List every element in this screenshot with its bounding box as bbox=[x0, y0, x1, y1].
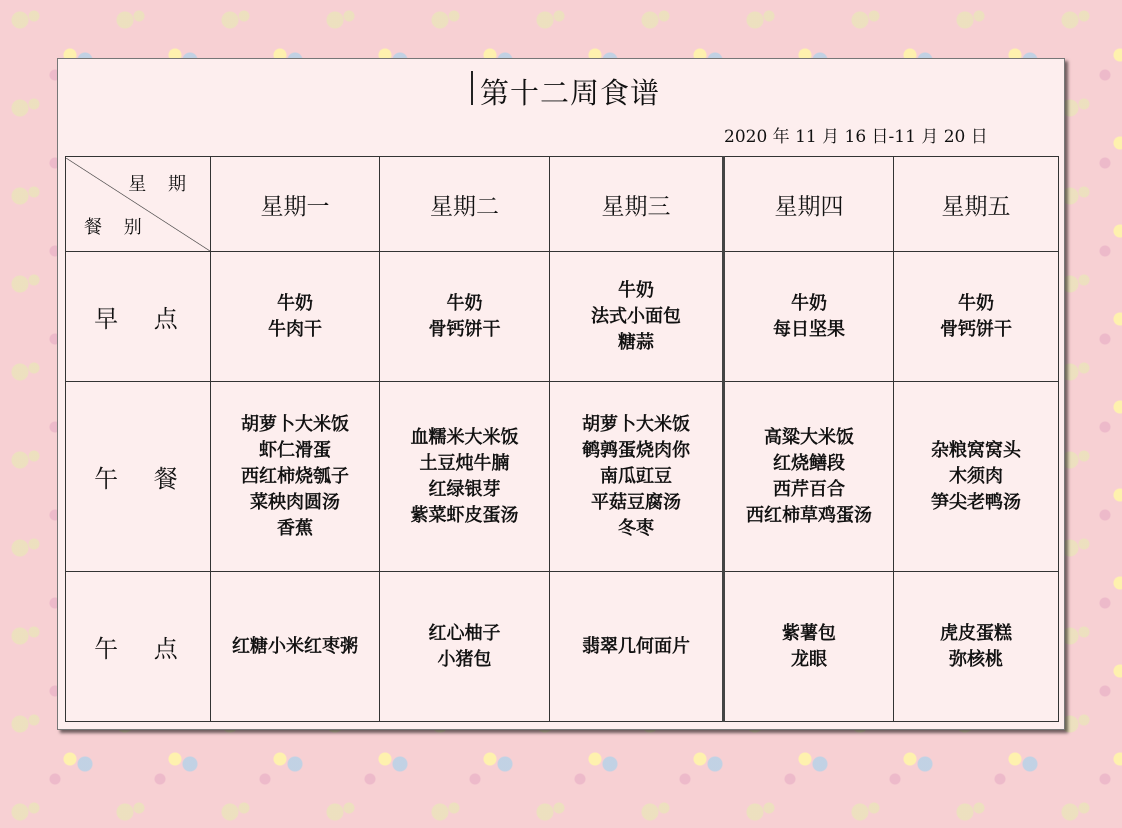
dish-cell bbox=[211, 572, 380, 722]
dish-item: 牛奶 bbox=[277, 292, 313, 314]
dish-item: 翡翠几何面片 bbox=[582, 635, 690, 657]
dish-cell bbox=[380, 252, 550, 382]
meal-row bbox=[66, 382, 1059, 572]
dish-item: 香蕉 bbox=[277, 517, 313, 539]
dish-item: 胡萝卜大米饭 bbox=[582, 413, 690, 435]
date-range: 2020 年 11 月 16 日-11 月 20 日 bbox=[724, 127, 988, 147]
document-title: 第十二周食谱 bbox=[479, 76, 660, 110]
corner-label-meal: 餐 别 bbox=[84, 216, 150, 238]
header-row bbox=[66, 157, 1059, 252]
dish-item: 虾仁滑蛋 bbox=[259, 439, 331, 461]
dish-item: 牛肉干 bbox=[268, 318, 322, 340]
dish-item: 血糯米大米饭 bbox=[410, 426, 519, 448]
dish-item: 小猪包 bbox=[437, 648, 492, 670]
dish-item: 红烧鳝段 bbox=[773, 452, 845, 474]
dish-item: 西红柿草鸡蛋汤 bbox=[746, 504, 872, 526]
meal-row bbox=[66, 572, 1059, 722]
dish-item: 弥核桃 bbox=[949, 648, 1003, 670]
dish-cell bbox=[724, 382, 894, 572]
dish-item: 高粱大米饭 bbox=[764, 426, 854, 448]
meal-label: 早 点 bbox=[66, 252, 211, 382]
meal-label: 午 点 bbox=[66, 572, 211, 722]
dish-item: 土豆炖牛腩 bbox=[419, 452, 510, 474]
dish-item: 法式小面包 bbox=[591, 305, 681, 327]
dish-item: 牛奶 bbox=[791, 292, 827, 314]
day-header: 星期一 bbox=[211, 157, 380, 252]
dish-item: 骨钙饼干 bbox=[428, 318, 501, 340]
dish-item: 紫薯包 bbox=[782, 622, 836, 644]
dish-cell bbox=[724, 252, 894, 382]
dish-cell bbox=[550, 572, 724, 722]
dish-item: 糖蒜 bbox=[618, 331, 654, 353]
day-header: 星期五 bbox=[894, 157, 1059, 252]
dish-cell bbox=[550, 382, 724, 572]
dish-item: 紫菜虾皮蛋汤 bbox=[410, 504, 519, 526]
dish-cell bbox=[211, 252, 380, 382]
dish-cell bbox=[894, 572, 1059, 722]
dish-item: 龙眼 bbox=[791, 648, 827, 670]
dish-item: 西红柿烧瓠子 bbox=[241, 465, 349, 487]
dish-item: 西芹百合 bbox=[773, 478, 845, 500]
dish-item: 鹌鹑蛋烧肉你 bbox=[582, 439, 690, 461]
dish-item: 南瓜豇豆 bbox=[600, 465, 672, 487]
dish-item: 牛奶 bbox=[446, 292, 483, 314]
dish-item: 牛奶 bbox=[958, 292, 994, 314]
dish-item: 菜秧肉圆汤 bbox=[250, 491, 340, 513]
dish-item: 胡萝卜大米饭 bbox=[241, 413, 349, 435]
corner-label-day: 星 期 bbox=[128, 173, 194, 195]
dish-cell bbox=[894, 382, 1059, 572]
dish-item: 每日坚果 bbox=[773, 318, 845, 340]
day-header: 星期二 bbox=[380, 157, 550, 252]
corner-cell bbox=[66, 157, 211, 252]
dish-cell bbox=[380, 382, 550, 572]
menu-document bbox=[57, 58, 1065, 730]
dish-cell bbox=[380, 572, 550, 722]
dish-cell bbox=[894, 252, 1059, 382]
dish-cell bbox=[550, 252, 724, 382]
weekly-menu-table bbox=[65, 156, 1059, 722]
dish-cell bbox=[211, 382, 380, 572]
dish-item: 笋尖老鸭汤 bbox=[931, 491, 1021, 513]
dish-cell bbox=[724, 572, 894, 722]
day-header: 星期四 bbox=[724, 157, 894, 252]
dish-item: 木须肉 bbox=[949, 465, 1003, 487]
dish-item: 虎皮蛋糕 bbox=[940, 622, 1012, 644]
dish-item: 牛奶 bbox=[618, 279, 654, 301]
dish-item: 红糖小米红枣粥 bbox=[232, 635, 358, 657]
day-header: 星期三 bbox=[550, 157, 724, 252]
meal-label: 午 餐 bbox=[66, 382, 211, 572]
dish-item: 冬枣 bbox=[618, 517, 654, 539]
dish-item: 平菇豆腐汤 bbox=[591, 491, 681, 513]
dish-item: 红绿银芽 bbox=[428, 478, 501, 500]
dish-item: 红心柚子 bbox=[428, 622, 501, 644]
meal-row bbox=[66, 252, 1059, 382]
dish-item: 骨钙饼干 bbox=[940, 318, 1012, 340]
dish-item: 杂粮窝窝头 bbox=[931, 439, 1021, 461]
